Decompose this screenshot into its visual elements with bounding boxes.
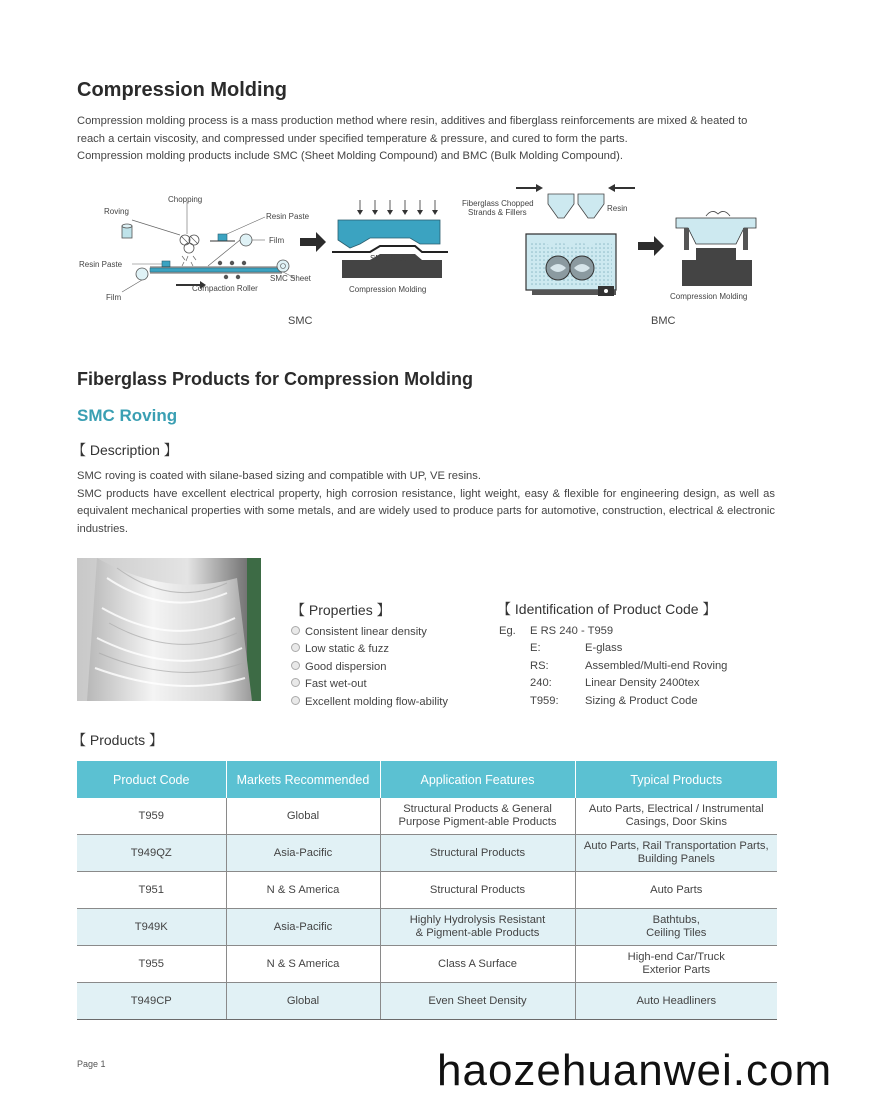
description-line-1: SMC roving is coated with silane-based sizing and compatible with UP, VE resins. <box>77 470 481 482</box>
label-fiberglass-line1: Fiberglass Chopped <box>462 199 534 208</box>
intro-line-2: Compression molding products include SMC (Sheet Molding Compound) and BMC (Bulk Molding Compound). <box>77 150 623 162</box>
description-line-2: SMC products have excellent electrical property, high corrosion resistance, light weight, easy & flexible for engineering design, as well as equivalent mechanical properties with some metals, and are widely used to produce parts for automotive, construction, electrical & electronic industries. <box>77 487 775 535</box>
intro-text <box>77 113 777 166</box>
label-film-top: Film <box>269 236 285 245</box>
resin-paste-box-icon <box>218 234 227 241</box>
fiberglass-hopper-icon <box>548 194 574 218</box>
roving-spool-icon <box>122 224 132 238</box>
label-resin-paste-left: Resin Paste <box>79 260 123 269</box>
resin-paste-left-icon <box>162 261 170 267</box>
page-number: Page 1 <box>77 1059 106 1069</box>
label-bmc-compression-molding: Compression Molding <box>670 292 748 301</box>
column-header: Markets Recommended <box>226 761 380 798</box>
description-text <box>77 468 775 538</box>
label-fiberglass-line2: Strands & Fillers <box>468 208 527 217</box>
table-row: T959 Global Structural Products & General Purpose Pigment-able Products Auto Parts, Electrical / Instrumental Casings, Door Skins <box>77 798 777 835</box>
identification-row: T959: Sizing & Product Code <box>530 694 698 707</box>
bmc-mixer-icon <box>526 234 616 296</box>
page-title: Compression Molding <box>77 79 287 101</box>
products-table <box>77 761 777 1020</box>
bmc-caption: BMC <box>651 315 676 327</box>
identification-row: 240: Linear Density 2400tex <box>530 677 700 690</box>
film-roll-top-icon <box>240 234 252 246</box>
smc-roving-photo <box>77 558 261 701</box>
table-row: T955 N & S America Class A Surface High-end Car/Truck Exterior Parts <box>77 946 777 983</box>
label-roving: Roving <box>104 207 129 216</box>
bmc-mold-icon <box>676 211 756 286</box>
table-row: T951 N & S America Structural Products Auto Parts <box>77 872 777 909</box>
label-resin-paste-top: Resin Paste <box>266 212 310 221</box>
process-arrow-icon <box>300 232 326 252</box>
bmc-diagram <box>462 184 756 327</box>
label-smc-compression-molding: Compression Molding <box>349 285 427 294</box>
label-smc-sheet: SMC Sheet <box>270 274 311 283</box>
table-header-row <box>77 761 777 798</box>
label-compaction-roller: Compaction Roller <box>192 284 258 293</box>
table-row: T949CP Global Even Sheet Density Auto Headliners <box>77 983 777 1020</box>
column-header: Application Features <box>380 761 575 798</box>
identification-row: E: E-glass <box>530 642 623 655</box>
product-title: SMC Roving <box>77 406 178 425</box>
column-header: Product Code <box>77 761 226 798</box>
column-header: Typical Products <box>575 761 777 798</box>
smc-diagram <box>79 195 448 327</box>
section-title: Fiberglass Products for Compression Molding <box>77 369 474 389</box>
identification-table <box>497 623 727 710</box>
process-diagram <box>70 182 790 332</box>
intro-line-1: Compression molding process is a mass production method where resin, additives and fiberglass reinforcements are mixed & heated to reach a certain viscosity, and compressed under specified temperature & pressure, and cured to form the parts. <box>77 115 748 145</box>
properties-panel <box>291 600 448 711</box>
carrier-belt <box>150 268 282 272</box>
properties-heading: 【 Properties 】 <box>291 602 391 618</box>
bullet-icon <box>291 661 300 670</box>
bullet-icon <box>291 626 300 635</box>
property-item: Consistent linear density <box>291 624 448 641</box>
resin-hopper-icon <box>578 194 604 218</box>
property-item: Low static & fuzz <box>291 641 448 658</box>
identification-panel <box>497 599 727 710</box>
watermark: haozehuanwei.com <box>437 1046 833 1095</box>
products-heading: 【 Products 】 <box>72 732 164 748</box>
bullet-icon <box>291 696 300 705</box>
table-row: T949K Asia-Pacific Highly Hydrolysis Resistant & Pigment-able Products Bathtubs, Ceiling Tiles <box>77 909 777 946</box>
bullet-icon <box>291 643 300 652</box>
smc-mold-icon <box>332 200 448 278</box>
film-roll-bottom-icon <box>136 268 148 280</box>
property-item: Fast wet-out <box>291 676 448 693</box>
bullet-icon <box>291 678 300 687</box>
label-chopping: Chopping <box>168 195 203 204</box>
label-film-bottom: Film <box>106 293 122 302</box>
identification-heading: 【 Identification of Product Code 】 <box>497 601 717 617</box>
identification-row: RS: Assembled/Multi-end Roving <box>530 659 728 672</box>
property-item: Excellent molding flow-ability <box>291 694 448 711</box>
label-resin: Resin <box>607 204 628 213</box>
description-heading: 【 Description 】 <box>72 442 178 458</box>
smc-sheet-roll-icon <box>277 260 289 272</box>
identification-example-row: Eg. E RS 240 - T959 <box>499 625 614 637</box>
chopping-roller-icon <box>180 235 199 266</box>
bmc-process-arrow-icon <box>638 236 664 256</box>
table-row: T949QZ Asia-Pacific Structural Products Auto Parts, Rail Transportation Parts, Building Panels <box>77 835 777 872</box>
label-smc-sheet-mold: SMC Sheet <box>370 254 411 263</box>
property-item: Good dispersion <box>291 659 448 676</box>
smc-caption: SMC <box>288 315 313 327</box>
